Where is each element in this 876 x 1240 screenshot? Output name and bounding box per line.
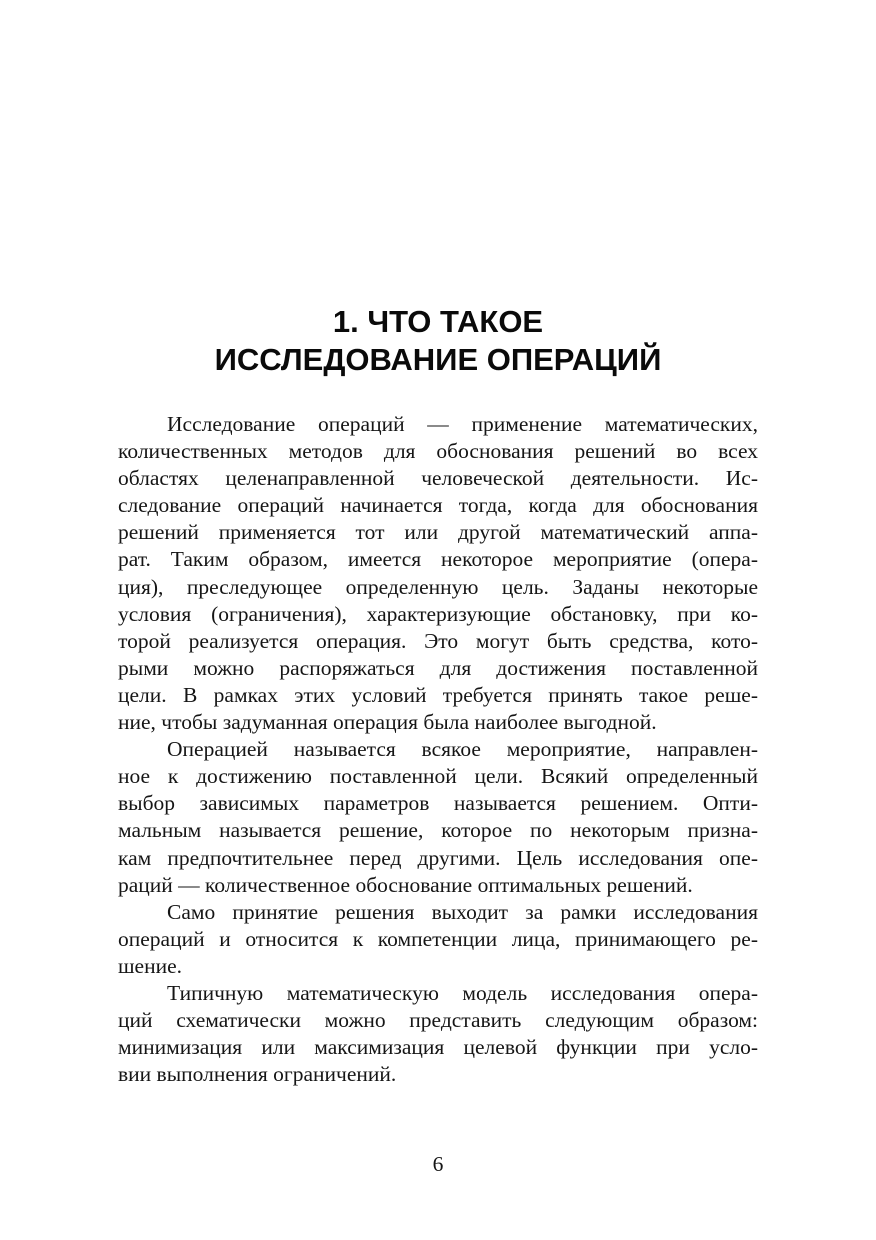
- text-line: областях целенаправленной человеческой деятельности. Ис-: [118, 466, 758, 491]
- text-line: мальным называется решение, которое по некоторым призна-: [118, 818, 758, 843]
- text-line: шение.: [118, 953, 183, 978]
- text-line: раций — количественное обоснование оптимальных решений.: [118, 872, 693, 897]
- text-line: ное к достижению поставленной цели. Всякий определенный: [118, 764, 758, 789]
- text-line: операций и относится к компетенции лица, принимающего ре-: [118, 926, 758, 951]
- text-line: рат. Таким образом, имеется некоторое мероприятие (опера-: [118, 547, 758, 572]
- text-line: ция), преследующее определенную цель. Заданы некоторые: [118, 574, 758, 599]
- body-text: [118, 411, 758, 1088]
- text-line: Операцией называется всякое мероприятие, направлен-: [167, 737, 758, 762]
- text-line: условия (ограничения), характеризующие обстановку, при ко-: [118, 601, 758, 626]
- text-line: минимизация или максимизация целевой функции при усло-: [118, 1035, 758, 1060]
- text-line: рыми можно распоряжаться для достижения поставленной: [118, 655, 758, 680]
- text-line: решений применяется тот или другой математический аппа-: [118, 520, 758, 545]
- text-line: ние, чтобы задуманная операция была наиболее выгодной.: [118, 710, 657, 735]
- text-line: выбор зависимых параметров называется решением. Опти-: [118, 791, 758, 816]
- page-number: 6: [432, 1152, 444, 1176]
- paragraph-definition: [118, 411, 758, 736]
- text-line: ций схематически можно представить следующим образом:: [118, 1008, 758, 1033]
- paragraph-model: [118, 980, 758, 1088]
- text-line: Само принятие решения выходит за рамки исследования: [167, 899, 758, 924]
- paragraph-decision: [118, 899, 758, 980]
- text-line: количественных методов для обоснования решений во всех: [118, 439, 758, 464]
- paragraph-operation: [118, 736, 758, 899]
- chapter-title-line: ИССЛЕДОВАНИЕ ОПЕРАЦИЙ: [214, 342, 662, 377]
- text-line: цели. В рамках этих условий требуется принять такое реше-: [118, 682, 758, 707]
- text-line: торой реализуется операция. Это могут быть средства, кото-: [118, 628, 758, 653]
- chapter-title-line: 1. ЧТО ТАКОЕ: [332, 304, 544, 339]
- chapter-title: [0, 303, 876, 379]
- text-line: Исследование операций — применение математических,: [167, 412, 758, 436]
- text-line: кам предпочтительнее перед другими. Цель исследования опе-: [118, 845, 758, 870]
- text-line: вии выполнения ограничений.: [118, 1062, 397, 1087]
- text-line: Типичную математическую модель исследования опера-: [167, 980, 758, 1005]
- text-line: следование операций начинается тогда, когда для обоснования: [118, 493, 758, 518]
